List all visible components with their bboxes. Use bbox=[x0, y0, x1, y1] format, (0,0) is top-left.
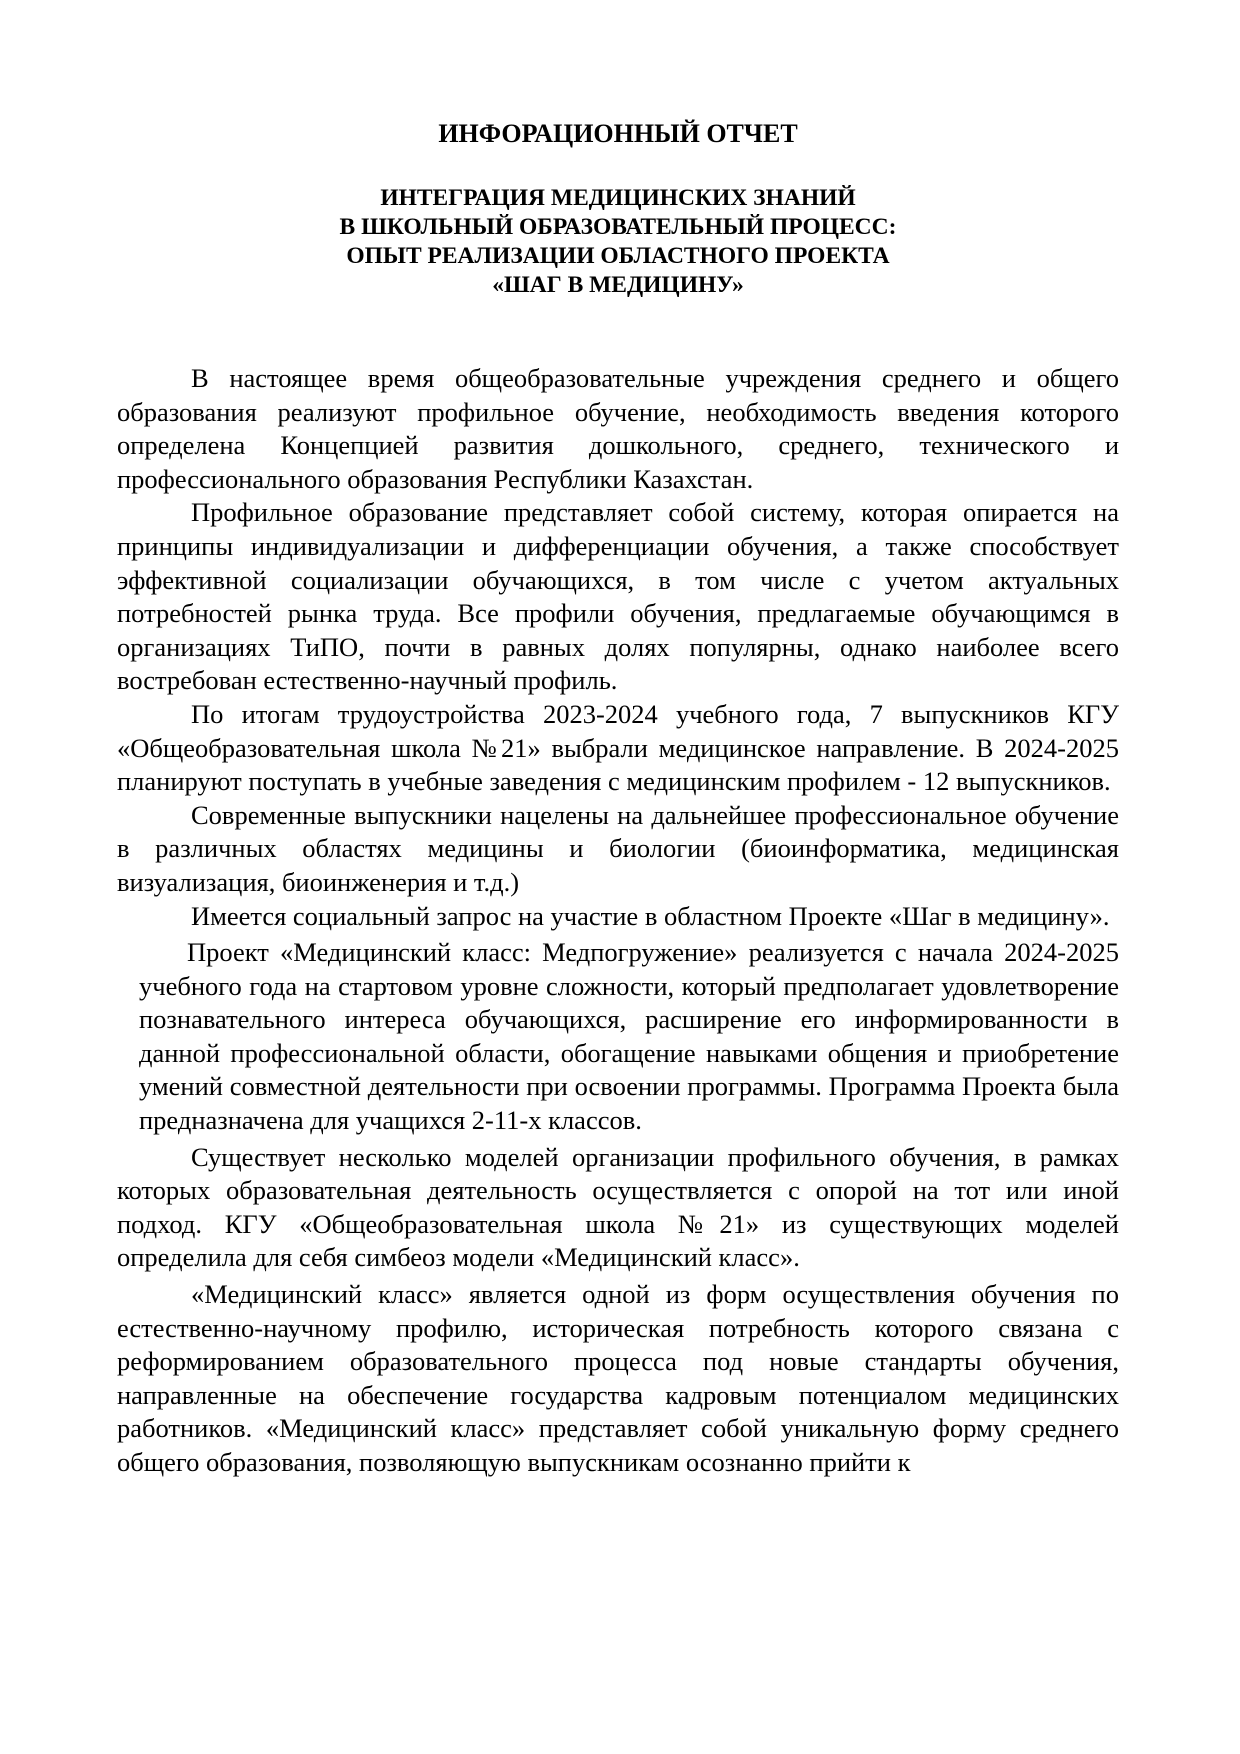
paragraph: Проект «Медицинский класс: Медпогружение» реализуется с начала 2024-2025 учебного года на стартовом уровне сложности, который предполагает удовлетворение познавательного интереса обучающихся, расширение его информированности в данной профессиональной области, обогащение навыками общения и приобретение умений совместной деятельности при освоении программы. Программа Проекта была предназначена для учащихся 2-11-х классов. bbox=[139, 937, 1119, 1136]
subtitle-line: «ШАГ В МЕДИЦИНУ» bbox=[492, 272, 744, 298]
document-subtitle bbox=[117, 184, 1119, 300]
subtitle-line: ОПЫТ РЕАЛИЗАЦИИ ОБЛАСТНОГО ПРОЕКТА bbox=[346, 243, 890, 269]
document-page bbox=[117, 118, 1119, 1480]
paragraph: В настоящее время общеобразовательные учреждения среднего и общего образования реализуют профильное обучение, необходимость введения которого определена Концепцией развития дошкольного, среднего, технического и профессионального образования Республики Казахстан. bbox=[117, 363, 1119, 494]
paragraph: Имеется социальный запрос на участие в областном Проекте «Шаг в медицину». bbox=[191, 900, 1110, 931]
spacer bbox=[117, 300, 1119, 362]
paragraph: Современные выпускники нацелены на дальнейшее профессиональное обучение в различных областях медицины и биологии (биоинформатика, медицинская визуализация, биоинженерия и т.д.) bbox=[117, 799, 1119, 897]
paragraph: Существует несколько моделей организации профильного обучения, в рамках которых образовательная деятельность осуществляется с опорой на тот или иной подход. КГУ «Общеобразовательная школа №21» из существующих моделей определила для себя симбеоз модели «Медицинский класс». bbox=[117, 1141, 1119, 1273]
subtitle-line: В ШКОЛЬНЫЙ ОБРАЗОВАТЕЛЬНЫЙ ПРОЦЕСС: bbox=[339, 214, 897, 240]
document-body bbox=[117, 362, 1119, 1480]
paragraph: Профильное образование представляет собой систему, которая опирается на принципы индивидуализации и дифференциации обучения, а также способствует эффективной социализации обучающихся, в том числе с учетом актуальных потребностей рынка труда. Все профили обучения, предлагаемые обучающимся в организациях ТиПО, почти в равных долях популярны, однако наиболее всего востребован естественно-научный профиль. bbox=[117, 497, 1119, 696]
document-title: ИНФОРАЦИОННЫЙ ОТЧЕТ bbox=[438, 119, 798, 148]
subtitle-line: ИНТЕГРАЦИЯ МЕДИЦИНСКИХ ЗНАНИЙ bbox=[380, 185, 856, 211]
paragraph: По итогам трудоустройства 2023-2024 учебного года, 7 выпускников КГУ «Общеобразовательная школа №21» выбрали медицинское направление. В 2024-2025 планируют поступать в учебные заведения с медицинским профилем - 12 выпускников. bbox=[117, 698, 1119, 797]
paragraph: «Медицинский класс» является одной из форм осуществления обучения по естественно-научному профилю, историческая потребность которого связана с реформированием образовательного процесса под новые стандарты обучения, направленные на обеспечение государства кадровым потенциалом медицинских работников. «Медицинский класс» представляет собой уникальную форму среднего общего образования, позволяющую выпускникам осознанно прийти к bbox=[117, 1279, 1119, 1477]
